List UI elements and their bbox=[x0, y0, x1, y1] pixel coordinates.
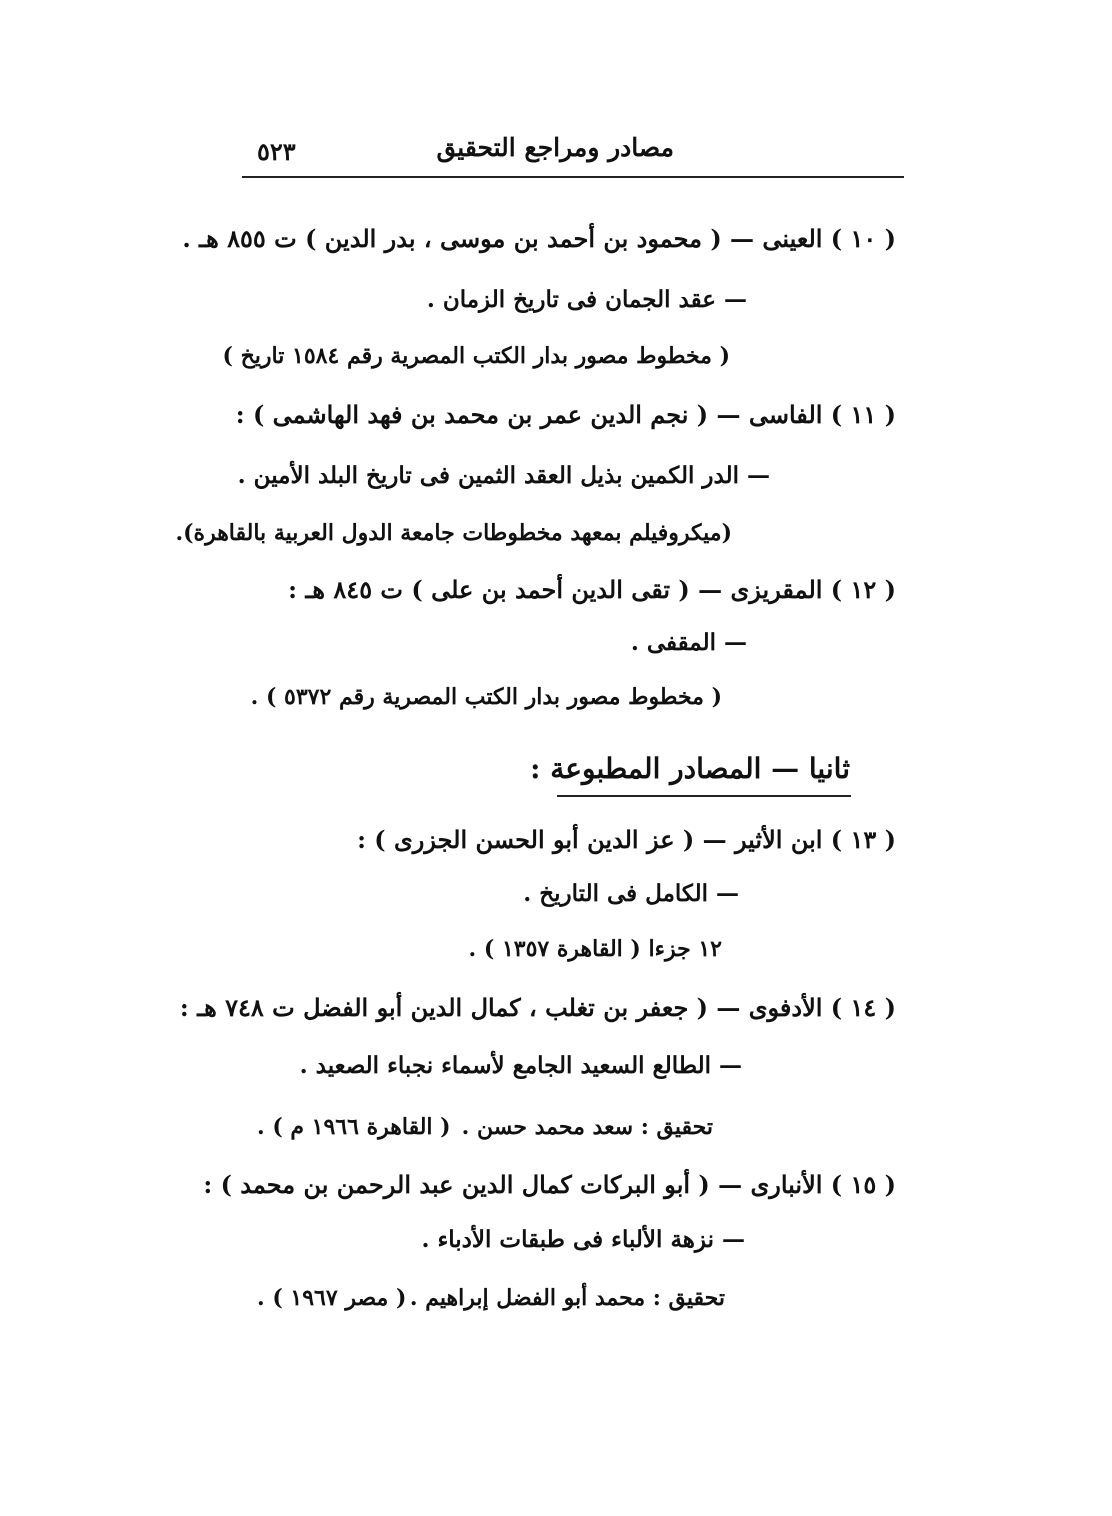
entry-14-editor: تحقيق : سعد محمد حسن . bbox=[461, 1114, 713, 1140]
entry-10-work: — عقد الجمان فى تاريخ الزمان . bbox=[426, 286, 747, 313]
page-number: ٥٢٣ bbox=[257, 137, 296, 166]
entry-12-head: ( ١٢ ) المقريزى — ( تقى الدين أحمد بن على ) ت ٨٤٥ هـ : bbox=[288, 575, 896, 604]
header-divider bbox=[242, 176, 904, 178]
entry-11-note: (ميكروفيلم بمعهد مخطوطات جامعة الدول العربية بالقاهرة). bbox=[175, 520, 732, 546]
page-header-title: مصادر ومراجع التحقيق bbox=[436, 133, 674, 162]
entry-15-editor: تحقيق : محمد أبو الفضل إبراهيم . bbox=[409, 1285, 725, 1311]
entry-15-work: — نزهة الألباء فى طبقات الأدباء . bbox=[421, 1226, 745, 1253]
entry-13-work: — الكامل فى التاريخ . bbox=[523, 880, 739, 907]
entry-15-head: ( ١٥ ) الأنبارى — ( أبو البركات كمال الدين عبد الرحمن بن محمد ) : bbox=[203, 1170, 896, 1199]
entry-15-publication: ( مصر ١٩٦٧ ) . bbox=[257, 1285, 407, 1311]
entry-12-work: — المقفى . bbox=[630, 629, 747, 656]
entry-10-note: ( مخطوط مصور بدار الكتب المصرية رقم ١٥٨٤ تاريخ ) bbox=[222, 343, 730, 369]
entry-13-head: ( ١٣ ) ابن الأثير — ( عز الدين أبو الحسن الجزرى ) : bbox=[357, 825, 896, 854]
entry-10-head: ( ١٠ ) العينى — ( محمود بن أحمد بن موسى ، بدر الدين ) ت ٨٥٥ هـ . bbox=[182, 224, 896, 253]
section-title-underline bbox=[557, 795, 851, 797]
entry-14-publication: ( القاهرة ١٩٦٦ م ) . bbox=[257, 1114, 451, 1140]
entry-11-head: ( ١١ ) الفاسى — ( نجم الدين عمر بن محمد بن فهد الهاشمى ) : bbox=[235, 400, 896, 429]
entry-11-work: — الدر الكمين بذيل العقد الثمين فى تاريخ البلد الأمين . bbox=[237, 462, 770, 489]
entry-12-note: ( مخطوط مصور بدار الكتب المصرية رقم ٥٣٧٢ ) . bbox=[250, 684, 722, 710]
entry-14-work: — الطالع السعيد الجامع لأسماء نجباء الصعيد . bbox=[299, 1052, 742, 1079]
entry-13-note: ١٢ جزءا ( القاهرة ١٣٥٧ ) . bbox=[468, 936, 722, 962]
printed-sources-section-title: ثانيا — المصادر المطبوعة : bbox=[530, 752, 850, 785]
entry-14-head: ( ١٤ ) الأدفوى — ( جعفر بن تغلب ، كمال الدين أبو الفضل ت ٧٤٨ هـ : bbox=[179, 993, 896, 1022]
